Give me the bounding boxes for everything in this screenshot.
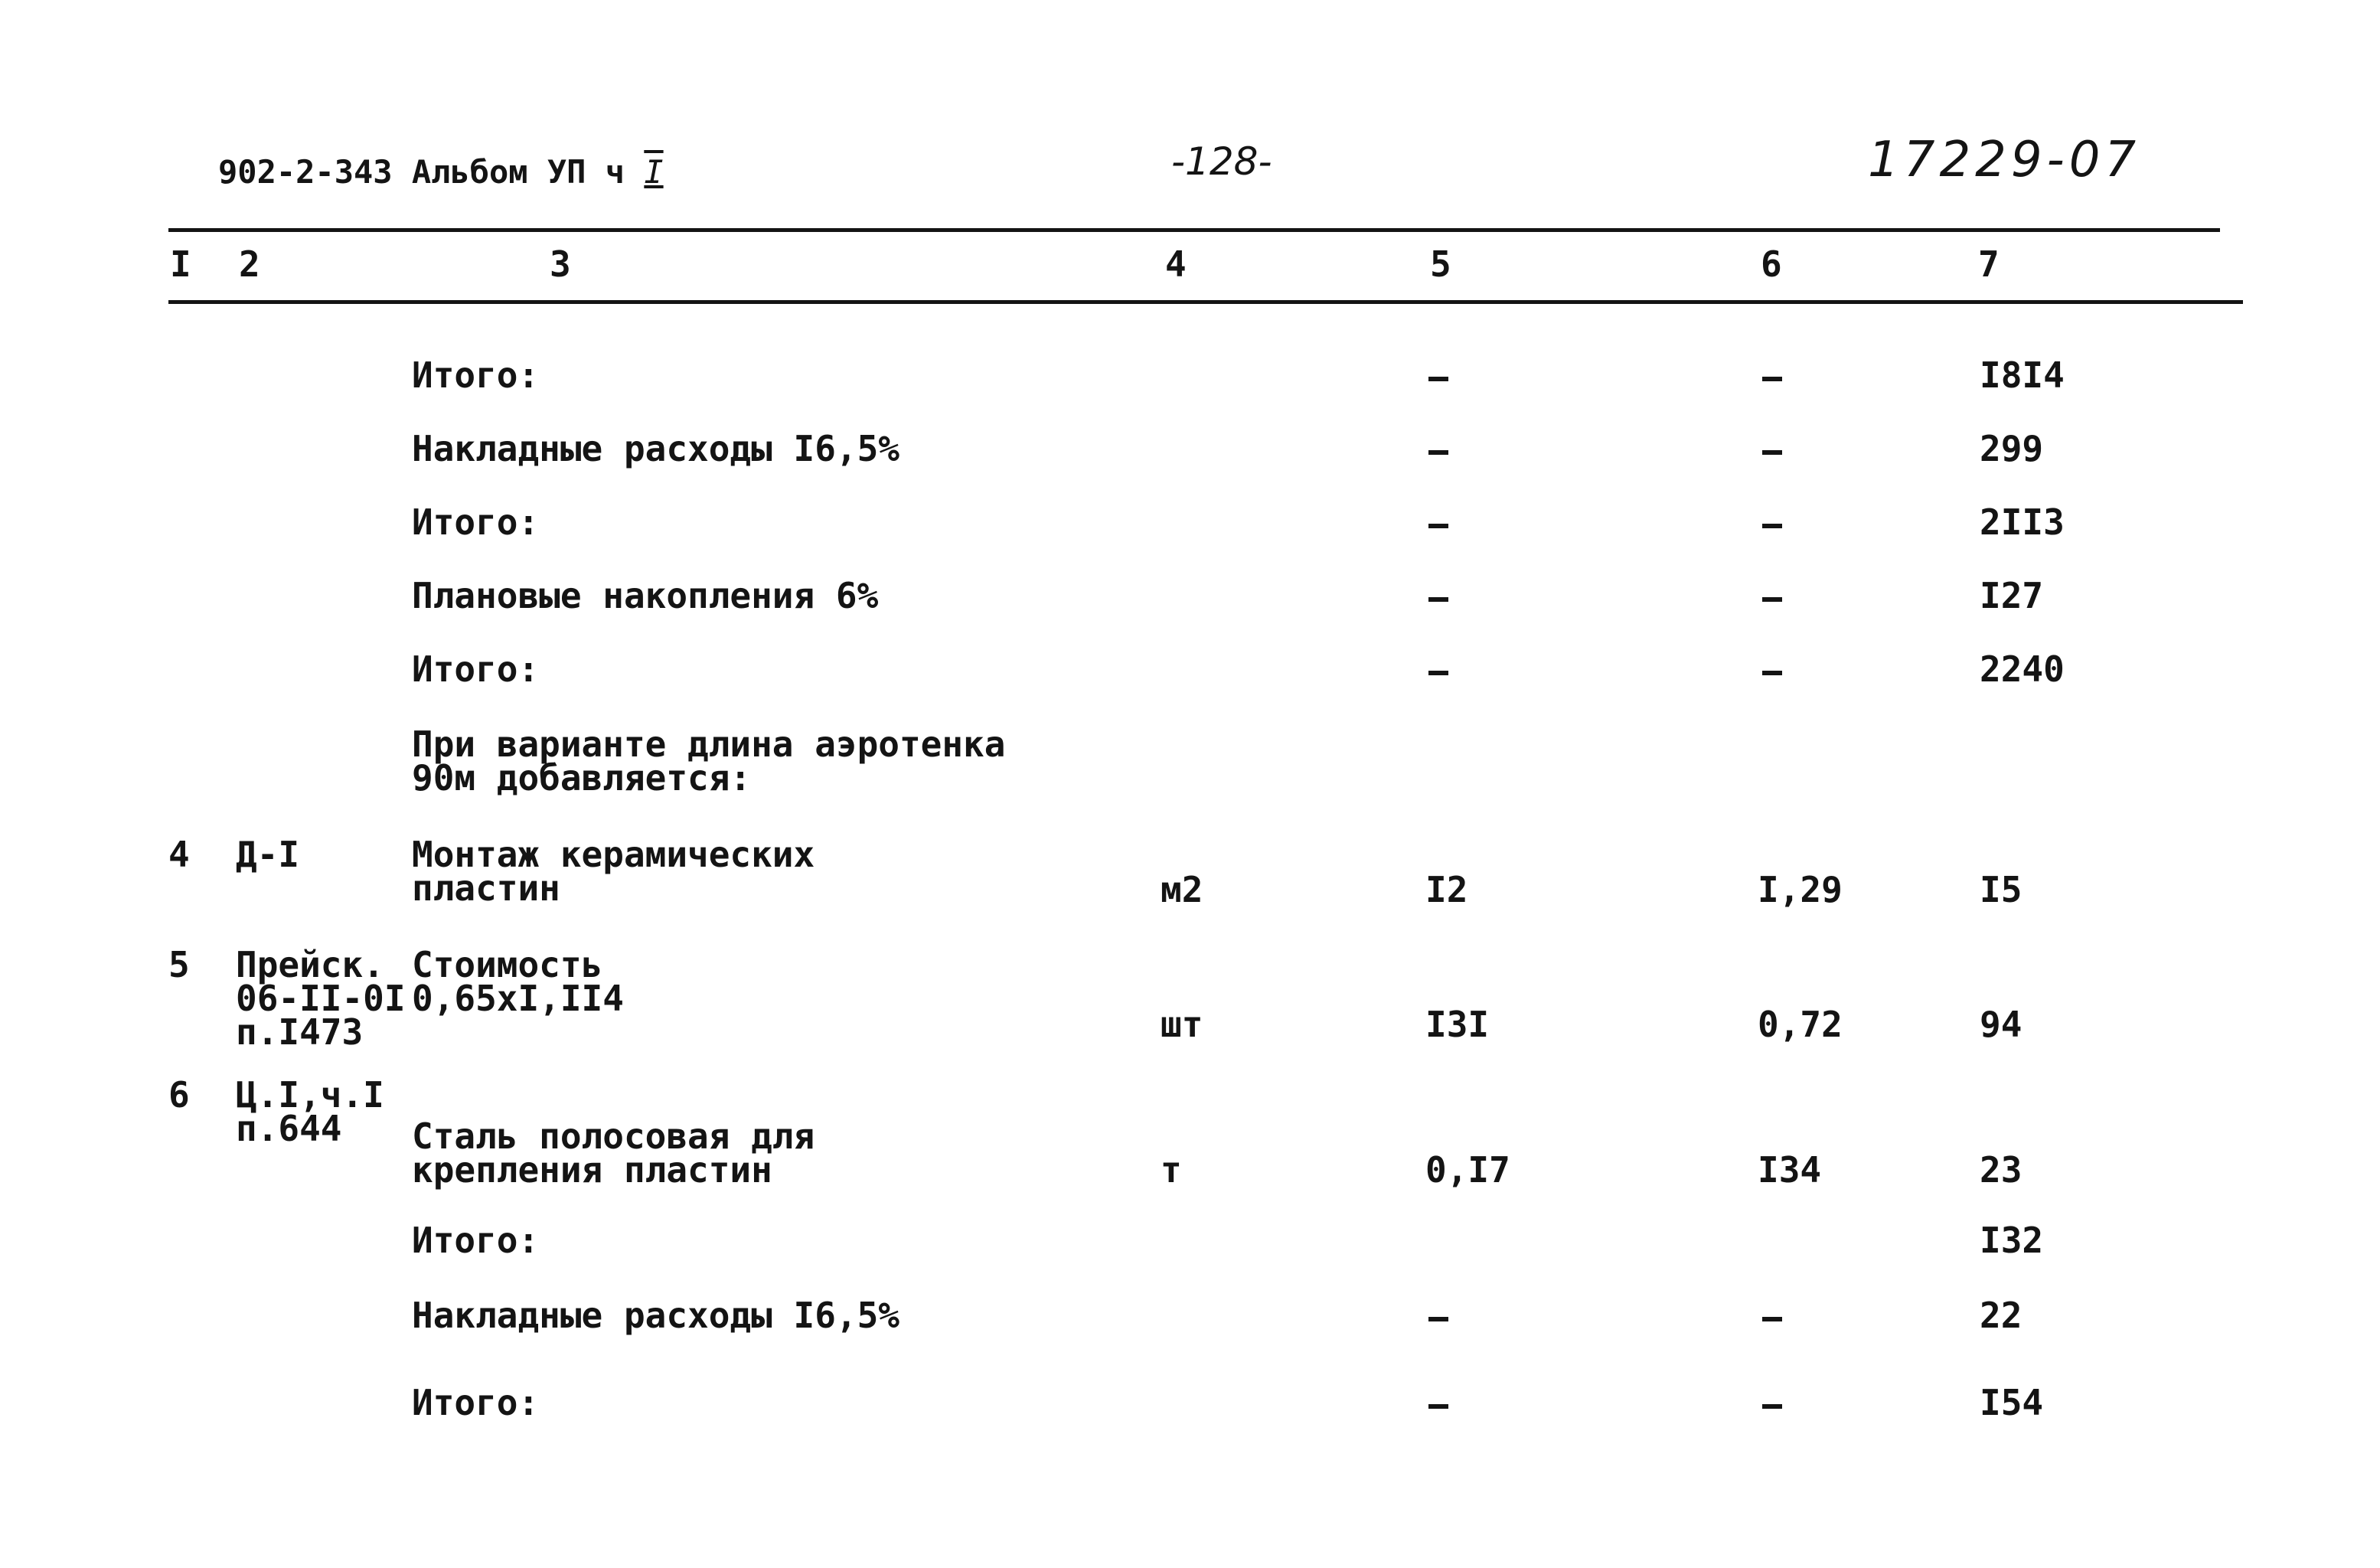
unit-of-measure: шт <box>1161 1004 1203 1045</box>
volume-number: I <box>644 153 664 191</box>
unit-price-dash <box>1762 377 1782 381</box>
quantity: 0,I7 <box>1425 1149 1510 1191</box>
unit-price-dash <box>1762 1317 1782 1321</box>
total-cost: I54 <box>1980 1382 2044 1423</box>
total-cost: I32 <box>1980 1220 2044 1261</box>
column-header-4: 4 <box>1165 243 1187 285</box>
column-header-6: 6 <box>1761 243 1782 285</box>
price-reference: Д-I <box>236 834 300 875</box>
header-rule-bottom <box>168 300 2243 304</box>
column-header-7: 7 <box>1978 243 2000 285</box>
unit-price-dash <box>1762 671 1782 675</box>
total-cost: 23 <box>1980 1149 2023 1191</box>
item-description: Стоимость 0,65хI,II4 <box>412 944 624 1019</box>
total-cost: 2240 <box>1980 648 2065 690</box>
item-description: При варианте длина аэротенка 90м добавляется: <box>412 724 1006 799</box>
price-reference: Ц.I,ч.I п.644 <box>236 1074 384 1149</box>
page-number: -128- <box>1171 139 1272 184</box>
album-label: 902-2-343 Альбом УП ч <box>218 153 625 191</box>
column-header-2: 2 <box>239 243 260 285</box>
total-cost: I8I4 <box>1980 354 2065 396</box>
quantity-dash <box>1428 524 1448 528</box>
column-header-1: I <box>170 243 191 285</box>
quantity: I2 <box>1425 869 1468 910</box>
column-header-3: 3 <box>550 243 571 285</box>
quantity-dash <box>1428 377 1448 381</box>
unit-price-dash <box>1762 597 1782 602</box>
unit-of-measure: т <box>1161 1149 1182 1191</box>
quantity-dash <box>1428 1404 1448 1409</box>
sheet-id: 17229-07 <box>1868 132 2141 188</box>
item-description: Итого: <box>412 354 540 396</box>
quantity-dash <box>1428 597 1448 602</box>
item-description: Итого: <box>412 648 540 690</box>
unit-price-dash <box>1762 450 1782 455</box>
header-rule-top <box>168 228 2220 232</box>
total-cost: 2II3 <box>1980 501 2065 543</box>
total-cost: 94 <box>1980 1004 2023 1045</box>
item-description: Накладные расходы I6,5% <box>412 428 899 469</box>
total-cost: I27 <box>1980 575 2044 616</box>
item-description: Плановые накопления 6% <box>412 575 879 616</box>
quantity: I3I <box>1425 1004 1490 1045</box>
row-number: 5 <box>168 944 190 985</box>
item-description: Накладные расходы I6,5% <box>412 1295 899 1336</box>
unit-price-dash <box>1762 1404 1782 1409</box>
item-description: Итого: <box>412 1220 540 1261</box>
price-reference: Прейск. 06-II-0I п.I473 <box>236 944 406 1053</box>
total-cost: I5 <box>1980 869 2023 910</box>
unit-price: I34 <box>1758 1149 1822 1191</box>
document-code <box>218 153 664 191</box>
item-description: Сталь полосовая для крепления пластин <box>412 1116 815 1191</box>
total-cost: 22 <box>1980 1295 2023 1336</box>
unit-price: 0,72 <box>1758 1004 1843 1045</box>
item-description: Монтаж керамических пластин <box>412 834 815 909</box>
unit-price-dash <box>1762 524 1782 528</box>
unit-price: I,29 <box>1758 869 1843 910</box>
row-number: 4 <box>168 834 190 875</box>
item-description: Итого: <box>412 1382 540 1423</box>
column-header-5: 5 <box>1430 243 1451 285</box>
row-number: 6 <box>168 1074 190 1116</box>
unit-of-measure: м2 <box>1161 869 1203 910</box>
quantity-dash <box>1428 671 1448 675</box>
total-cost: 299 <box>1980 428 2044 469</box>
item-description: Итого: <box>412 501 540 543</box>
quantity-dash <box>1428 1317 1448 1321</box>
quantity-dash <box>1428 450 1448 455</box>
